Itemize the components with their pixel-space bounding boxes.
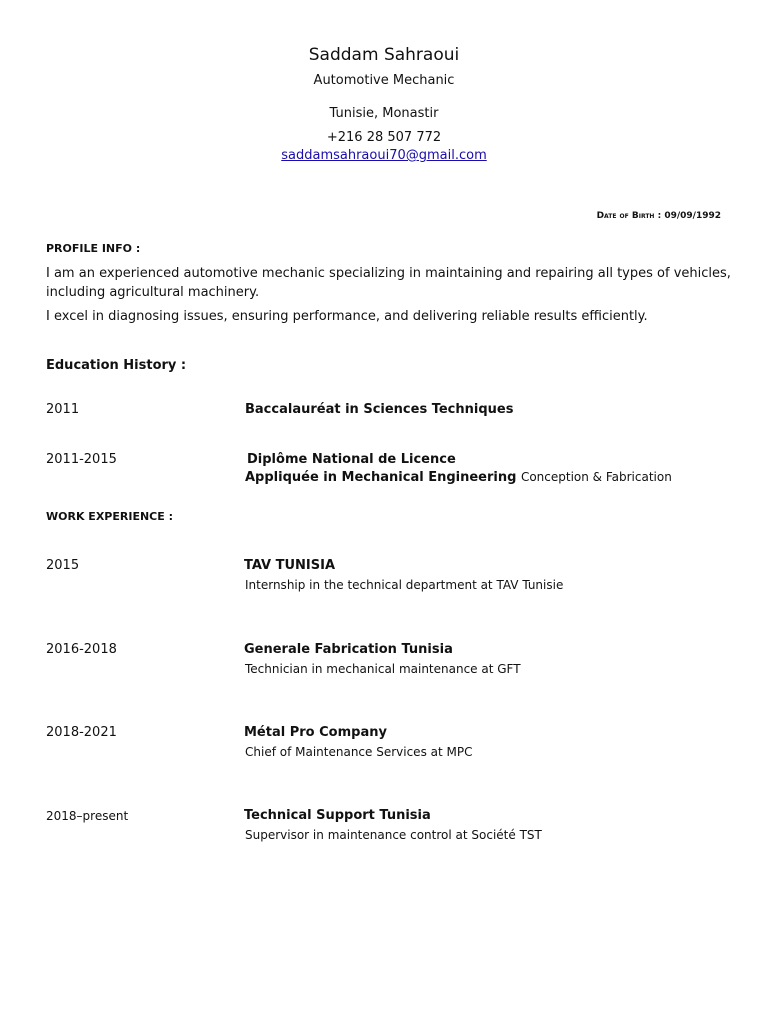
education-detail: Conception & Fabrication	[520, 470, 672, 484]
education-heading: Education History :	[46, 358, 187, 373]
dob-label: Date of Birth	[596, 211, 655, 221]
work-company: TAV TUNISIA	[244, 558, 336, 573]
education-title-continued	[245, 470, 672, 485]
work-role: Supervisor in maintenance control at Société TST	[245, 828, 542, 842]
education-year: 2011	[46, 402, 80, 417]
work-heading: WORK EXPERIENCE :	[46, 510, 173, 523]
work-company: Métal Pro Company	[244, 725, 387, 740]
work-year: 2016-2018	[46, 642, 117, 657]
work-role: Internship in the technical department at TAV Tunisie	[245, 578, 564, 592]
work-year: 2015	[46, 558, 80, 573]
profile-heading: PROFILE INFO :	[46, 242, 141, 255]
resume-name: Saddam Sahraoui	[308, 45, 460, 65]
work-role: Technician in mechanical maintenance at GFT	[245, 662, 521, 676]
education-title: Baccalauréat in Sciences Techniques	[245, 402, 514, 417]
profile-paragraph-2: I excel in diagnosing issues, ensuring performance, and delivering reliable results efficiently.	[46, 309, 648, 324]
date-of-birth	[597, 211, 721, 221]
work-role: Chief of Maintenance Services at MPC	[245, 745, 473, 759]
education-year: 2011-2015	[46, 452, 117, 467]
dob-value: : 09/09/1992	[657, 211, 721, 221]
work-year: 2018-2021	[46, 725, 117, 740]
work-company: Generale Fabrication Tunisia	[244, 642, 453, 657]
email-row	[0, 148, 768, 163]
email-link[interactable]: saddamsahraoui70@gmail.com	[281, 148, 487, 163]
education-title-line2: Appliquée in Mechanical Engineering	[245, 470, 517, 485]
location: Tunisie, Monastir	[329, 106, 439, 121]
work-year: 2018–present	[46, 809, 129, 823]
job-title: Automotive Mechanic	[313, 73, 455, 88]
profile-paragraph-1: I am an experienced automotive mechanic specializing in maintaining and repairing all types of vehicles, including agricultural machinery.	[46, 266, 731, 300]
phone-number: +216 28 507 772	[326, 130, 442, 145]
work-company: Technical Support Tunisia	[244, 808, 431, 823]
education-title: Diplôme National de Licence	[247, 452, 456, 467]
